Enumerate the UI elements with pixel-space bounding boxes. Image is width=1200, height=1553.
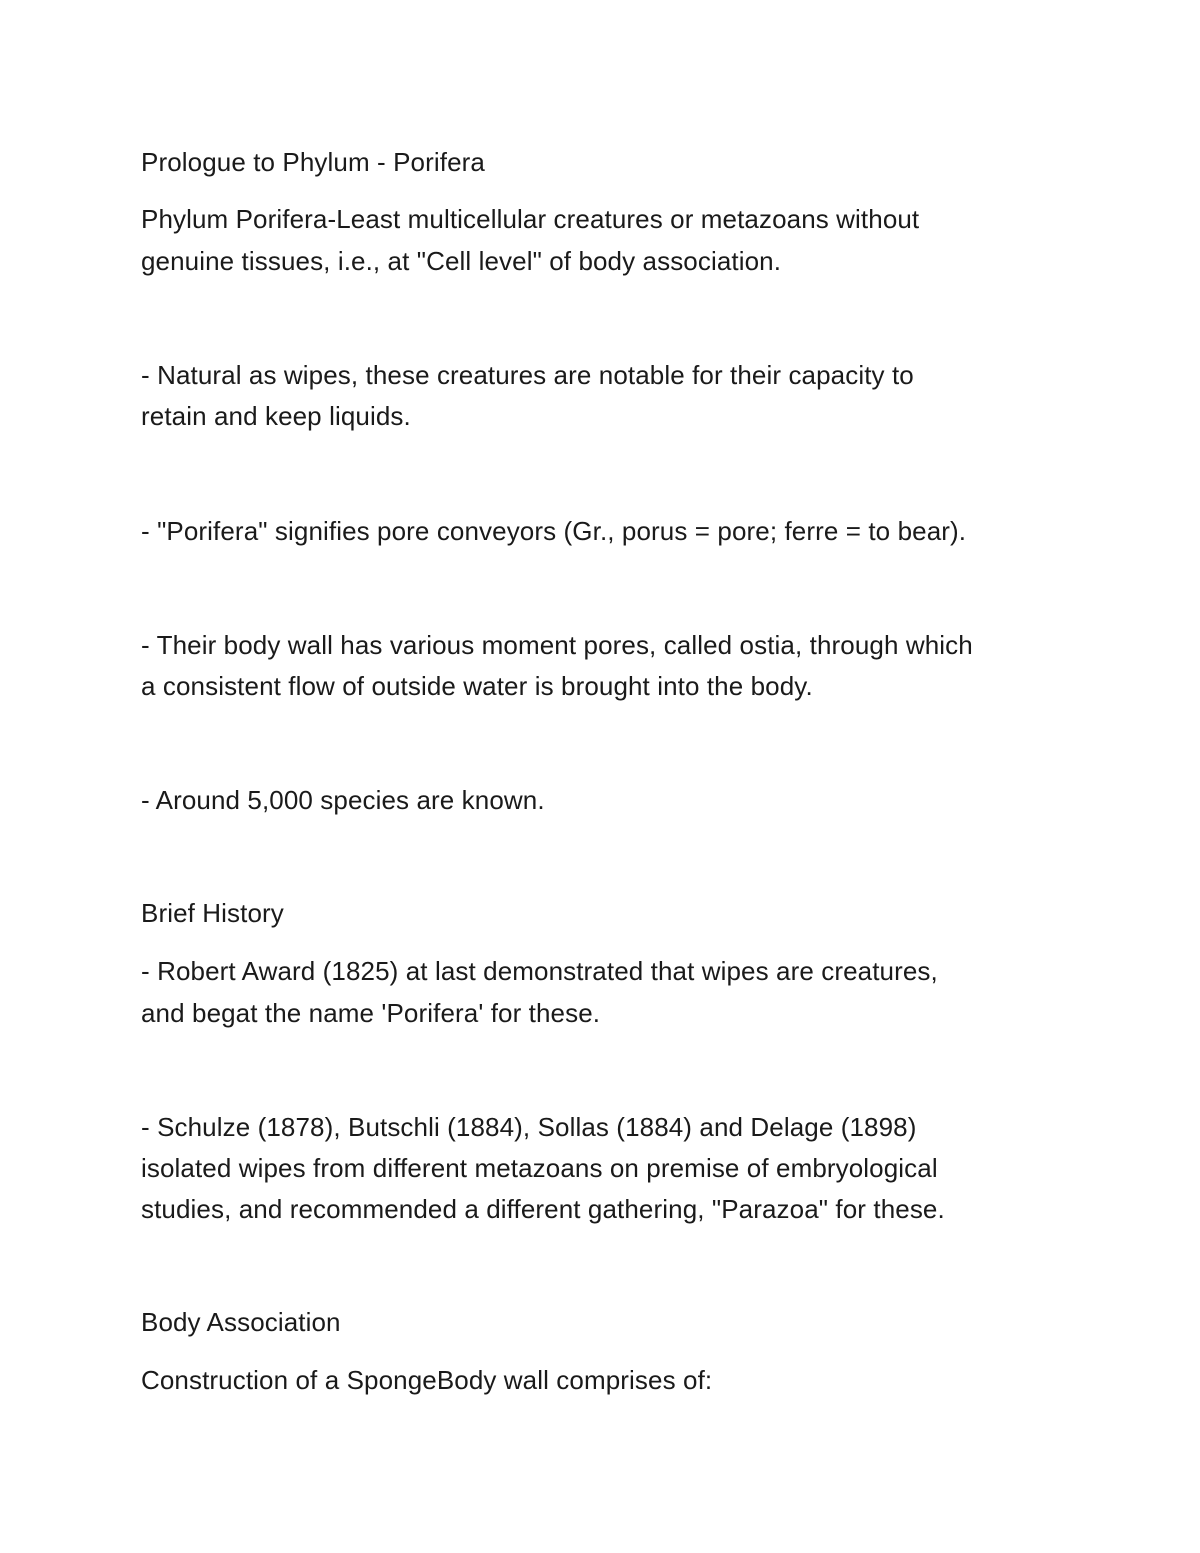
- history-heading: Brief History: [141, 898, 284, 928]
- point-2-line-1: - "Porifera" signifies pore conveyors (Gr., porus = pore; ferre = to bear).: [141, 516, 967, 546]
- intro-line-2: genuine tissues, i.e., at "Cell level" of body association.: [141, 246, 782, 276]
- body-text: Construction of a SpongeBody wall comprises of:: [141, 1365, 713, 1395]
- point-4-line-1: - Around 5,000 species are known.: [141, 785, 545, 815]
- point-1-line-1: - Natural as wipes, these creatures are notable for their capacity to: [141, 360, 914, 390]
- intro-line-1: Phylum Porifera-Least multicellular creatures or metazoans without: [141, 204, 920, 234]
- body-heading: Body Association: [141, 1307, 341, 1337]
- point-3-line-2: a consistent flow of outside water is brought into the body.: [141, 671, 813, 701]
- history-point-2-line-1: - Schulze (1878), Butschli (1884), Sollas (1884) and Delage (1898): [141, 1112, 917, 1142]
- history-point-1-line-2: and begat the name 'Porifera' for these.: [141, 998, 601, 1028]
- point-1-line-2: retain and keep liquids.: [141, 401, 411, 431]
- document-title: Prologue to Phylum - Porifera: [141, 147, 485, 177]
- history-point-2-line-2: isolated wipes from different metazoans on premise of embryological: [141, 1153, 938, 1183]
- history-point-2-line-3: studies, and recommended a different gathering, "Parazoa" for these.: [141, 1194, 945, 1224]
- history-point-1-line-1: - Robert Award (1825) at last demonstrated that wipes are creatures,: [141, 956, 938, 986]
- point-3-line-1: - Their body wall has various moment pores, called ostia, through which: [141, 630, 973, 660]
